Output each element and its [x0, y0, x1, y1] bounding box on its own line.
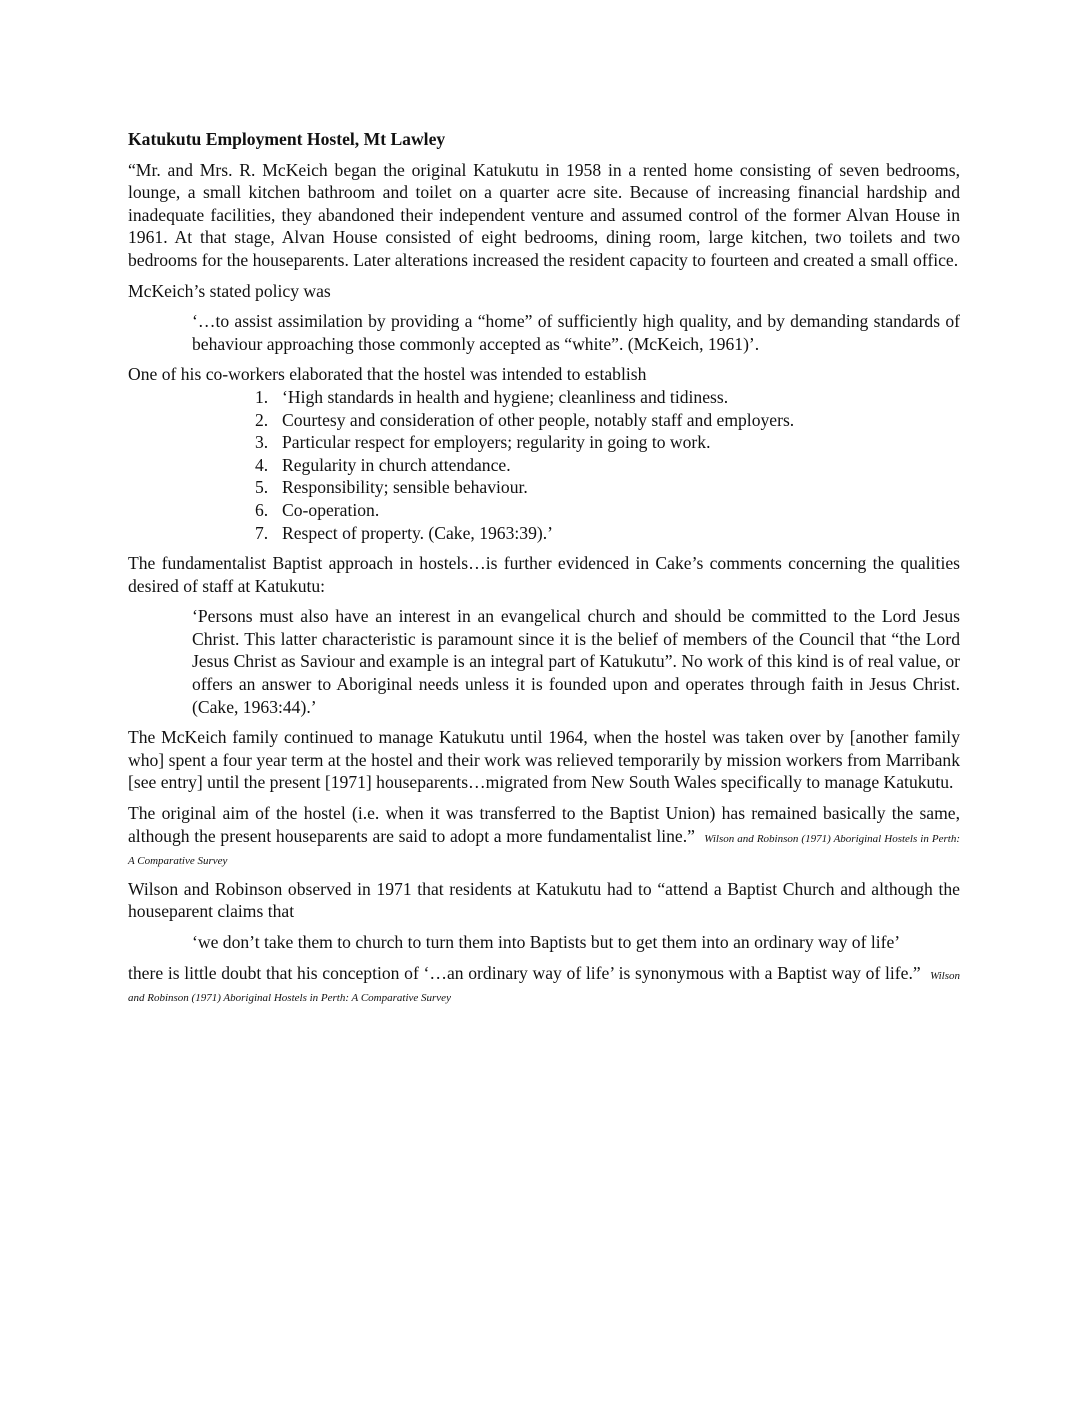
paragraph-policy-intro: McKeich’s stated policy was: [128, 280, 331, 301]
paragraph-coworkers-intro: One of his co-workers elaborated that the hostel was intended to establish: [128, 364, 647, 385]
paragraph-history: “Mr. and Mrs. R. McKeich began the original Katukutu in 1958 in a rented home consisting of seven bedrooms, lounge, a small kitchen bathroom and toilet on a quarter acre site. Because of increasing financial hardship and inadequate facilities, they abandoned their independent venture and assumed control of the former Alvan House in 1961. At that stage, Alvan House consisted of eight bedrooms, dining room, large kitchen, two toilets and two bedrooms for the houseparents. Later alterations increased the resident capacity to fourteen and created a small office.: [128, 159, 960, 270]
list-item: [255, 476, 960, 499]
standards-list: [128, 386, 960, 544]
list-number: 2.: [255, 409, 269, 430]
paragraph-original-aim: [128, 802, 960, 870]
document-title: Katukutu Employment Hostel, Mt Lawley: [128, 129, 446, 149]
list-item: [255, 409, 960, 432]
list-text: Regularity in church attendance.: [282, 454, 511, 475]
citation: Wilson and Robinson (1971) Aboriginal Hostels in Perth: A Comparative Survey: [128, 969, 961, 1005]
list-text: Courtesy and consideration of other people, notably staff and employers.: [282, 409, 795, 430]
blockquote-staff-qualities: ‘Persons must also have an interest in an evangelical church and should be committed to the Lord Jesus Christ. This latter characteristic is paramount since it is the belief of members of the Council that “the Lord Jesus Christ as Saviour and example is an integral part of Katukutu”. No work of this kind is of real value, or offers an answer to Aboriginal needs unless it is founded upon and operates through faith in Jesus Christ. (Cake, 1963:44).’: [192, 606, 960, 717]
document-page: [128, 128, 960, 1015]
list-item: [255, 454, 960, 477]
list-number: 3.: [255, 432, 269, 453]
list-text: Respect of property. (Cake, 1963:39).’: [282, 522, 553, 543]
list-item: [255, 386, 960, 409]
list-text: ‘High standards in health and hygiene; cleanliness and tidiness.: [282, 386, 729, 407]
paragraph-text: there is little doubt that his conception of ‘…an ordinary way of life’ is synonymous with a Baptist way of life.”: [128, 962, 921, 983]
list-item: [255, 499, 960, 522]
list-number: 4.: [255, 454, 269, 475]
list-item: [255, 522, 960, 545]
list-number: 5.: [255, 477, 269, 498]
list-number: 7.: [255, 522, 269, 543]
paragraph-observation: Wilson and Robinson observed in 1971 that residents at Katukutu had to “attend a Baptist Church and although the houseparent claims that: [128, 878, 960, 922]
list-text: Responsibility; sensible behaviour.: [282, 477, 528, 498]
blockquote-houseparent: ‘we don’t take them to church to turn them into Baptists but to get them into an ordinary way of life’: [192, 932, 901, 952]
citation: Wilson and Robinson (1971) Aboriginal Hostels in Perth: A Comparative Survey: [128, 832, 960, 868]
list-text: Particular respect for employers; regularity in going to work.: [282, 432, 711, 453]
paragraph-text: The original aim of the hostel (i.e. when it was transferred to the Baptist Union) has remained basically the same, although the present houseparents are said to adopt a more fundamentalist line.”: [128, 803, 960, 846]
list-text: Co-operation.: [282, 499, 380, 520]
blockquote-policy: ‘…to assist assimilation by providing a “home” of sufficiently high quality, and by demanding standards of behaviour approaching those commonly accepted as “white”. (McKeich, 1961)’.: [192, 311, 960, 354]
paragraph-management: The McKeich family continued to manage Katukutu until 1964, when the hostel was taken over by [another family who] spent a four year term at the hostel and their work was relieved temporarily by mission workers from Marribank [see entry] until the present [1971] houseparents…migrated from New South Wales specifically to manage Katukutu.: [128, 727, 960, 793]
paragraph-conclusion: [128, 962, 960, 1007]
paragraph-baptist-approach: The fundamentalist Baptist approach in hostels…is further evidenced in Cake’s comments concerning the qualities desired of staff at Katukutu:: [128, 553, 960, 596]
list-number: 1.: [255, 386, 269, 407]
list-number: 6.: [255, 499, 269, 520]
list-item: [255, 431, 960, 454]
